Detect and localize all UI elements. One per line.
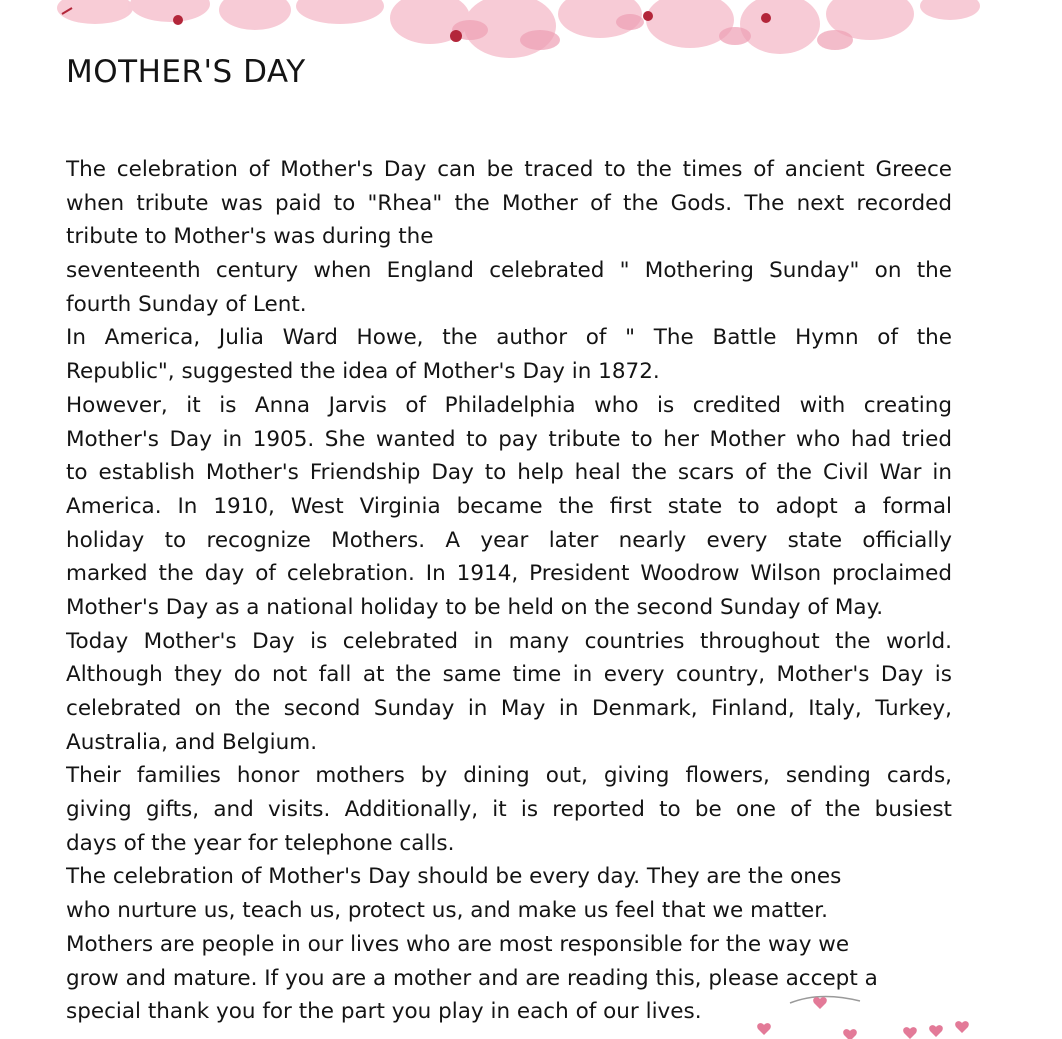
text-line: who nurture us, teach us, protect us, and make us feel that we matter. [66,898,828,924]
text-line: The celebration of Mother's Day can be traced to the times of ancient Greece [66,157,952,182]
text-line: seventeenth century when England celebrated " Mothering Sunday" on the [66,258,952,284]
text-line: America. In 1910, West Virginia became the first state to adopt a formal [66,493,952,519]
text-line: when tribute was paid to "Rhea" the Mother of the Gods. The next recorded [66,190,952,216]
text-line: fourth Sunday of Lent. [66,291,307,317]
text-line: grow and mature. If you are a mother and are reading this, please accept a [66,965,878,991]
text-line: Australia, and Belgium. [66,729,318,755]
text-line: However, it is Anna Jarvis of Philadelphia who is credited with creating [66,392,952,418]
page-title: MOTHER'S DAY [66,54,306,90]
text-line: Their families honor mothers by dining out, giving flowers, sending cards, [66,763,952,789]
article-body [66,153,952,1029]
text-line: The celebration of Mother's Day should be every day. They are the ones [66,864,842,890]
text-line: special thank you for the part you play in each of our lives. [66,999,702,1025]
text-line: tribute to Mother's was during the [66,224,434,250]
text-line: celebrated on the second Sunday in May in Denmark, Finland, Italy, Turkey, [66,696,952,721]
text-line: holiday to recognize Mothers. A year later nearly every state officially [66,527,952,553]
text-line: Mothers are people in our lives who are most responsible for the way we [66,931,850,957]
text-line: Mother's Day as a national holiday to be held on the second Sunday of May. [66,594,884,620]
text-line: Mother's Day in 1905. She wanted to pay tribute to her Mother who had tried [66,426,952,452]
text-line: Republic", suggested the idea of Mother's Day in 1872. [66,359,660,385]
text-line: days of the year for telephone calls. [66,830,455,856]
text-line: marked the day of celebration. In 1914, President Woodrow Wilson proclaimed [66,561,952,587]
text-line: Although they do not fall at the same time in every country, Mother's Day is [66,662,952,688]
text-line: to establish Mother's Friendship Day to help heal the scars of the Civil War in [66,460,952,486]
text-line: Today Mother's Day is celebrated in many countries throughout the world. [66,628,952,654]
text-line: In America, Julia Ward Howe, the author of " The Battle Hymn of the [66,325,952,351]
hearts-decoration [740,985,1062,1039]
text-line: giving gifts, and visits. Additionally, it is reported to be one of the busiest [66,797,952,823]
